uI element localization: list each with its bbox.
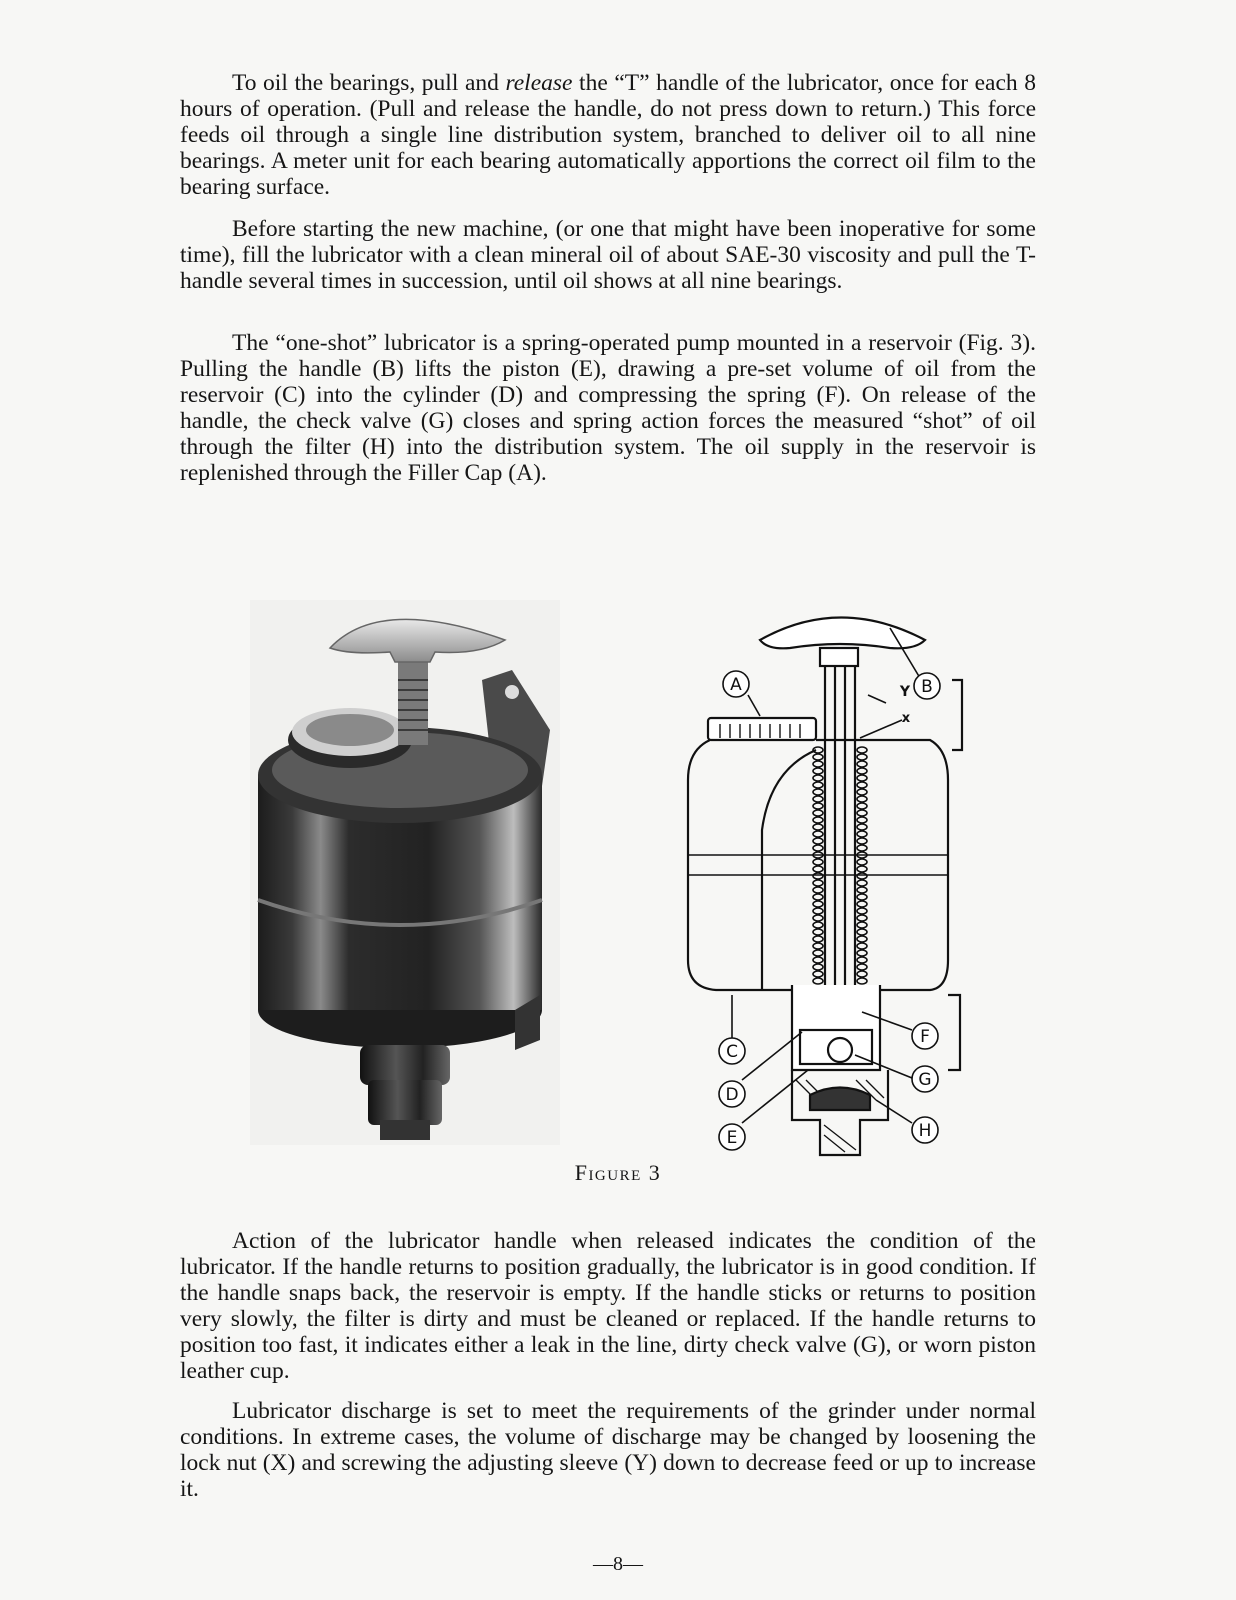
spring-coil [813, 810, 823, 816]
spring-coil [857, 838, 867, 844]
spring-coil [857, 782, 867, 788]
spring-coil [813, 936, 823, 942]
spring-coil [813, 964, 823, 970]
label-b: B [921, 677, 933, 697]
spring-coil [857, 922, 867, 928]
spring-coil [813, 950, 823, 956]
spring-coil [857, 866, 867, 872]
spring-coil [857, 971, 867, 977]
spring-coil [857, 859, 867, 865]
spring-coil [813, 775, 823, 781]
spring-coil [813, 845, 823, 851]
spring-coil [813, 894, 823, 900]
spring-coil [857, 775, 867, 781]
label-a: A [730, 675, 742, 695]
spring-coil [857, 950, 867, 956]
spring-coil [813, 782, 823, 788]
paragraph-handle-condition: Action of the lubricator handle when released indicates the condition of the lubricator. If the handle returns to position gradually, the lubricator is in good condition. If the handle snaps back, the reservoir is empty. If the handle sticks or returns to position very slowly, the filter is dirty and must be cleaned or replaced. If the handle returns to position too fast, it indicates either a leak in the line, dirty check valve (G), or worn piston leather cup. [180, 1228, 1036, 1384]
spring-coil [857, 908, 867, 914]
label-y: Y [899, 684, 911, 700]
spring-coil [813, 824, 823, 830]
spring-coil [857, 796, 867, 802]
spring-coil [857, 817, 867, 823]
spring-coil [857, 880, 867, 886]
spring-coil [857, 957, 867, 963]
page-number: —8— [593, 1553, 643, 1575]
spring-coil [813, 754, 823, 760]
spring-coil [813, 789, 823, 795]
spring-coil [813, 943, 823, 949]
spring-coil [813, 796, 823, 802]
paragraph-discharge-adjustment: Lubricator discharge is set to meet the requirements of the grinder under normal conditions. In extreme cases, the volume of discharge may be changed by loosening the lock nut (X) and screwing the adjusting sleeve (Y) down to decrease feed or up to increase it. [180, 1398, 1036, 1502]
figure-caption: Figure 3 [574, 1160, 662, 1185]
spring-coil [857, 831, 867, 837]
spring-coil [857, 936, 867, 942]
spring-coil [857, 747, 867, 753]
spring-coil [857, 915, 867, 921]
paragraph-oiling-instructions [180, 70, 1036, 200]
lubricator-photo [250, 600, 560, 1145]
spring-coil [857, 894, 867, 900]
lubricator-photo-illustration [250, 600, 560, 1145]
label-f: F [920, 1027, 930, 1047]
spring-coil [857, 803, 867, 809]
spring-coil [813, 803, 823, 809]
label-d: D [725, 1085, 739, 1105]
spring-coil [813, 915, 823, 921]
spring-coil [813, 768, 823, 774]
label-h: H [918, 1121, 932, 1141]
spring-coil [857, 761, 867, 767]
spring-coil [813, 831, 823, 837]
paragraph-text: the “T” handle of the lubricator, once for each 8 hours of operation. (Pull and release the handle, do not press down to return.) This force feeds oil through a single line distribution system, branched to deliver oil to all nine bearings. A meter unit for each bearing automatically apportions the correct oil film to the bearing surface. [180, 70, 1036, 200]
label-g: G [918, 1070, 932, 1090]
spring-coil [813, 873, 823, 879]
spring-coil [857, 978, 867, 984]
emphasis-release: release [505, 70, 573, 96]
spring-coil [857, 810, 867, 816]
label-x: x [901, 711, 911, 726]
spring-coil [857, 845, 867, 851]
spring-coil [813, 838, 823, 844]
spring-coil [813, 817, 823, 823]
spring-coil [857, 901, 867, 907]
spring-coil [813, 922, 823, 928]
spring-coil [813, 880, 823, 886]
spring-coil [813, 761, 823, 767]
spring-coil [857, 943, 867, 949]
spring-coil [857, 929, 867, 935]
spring-coil [857, 754, 867, 760]
label-c: C [726, 1042, 738, 1062]
spring-coil [857, 768, 867, 774]
spring-coil [813, 901, 823, 907]
spring-coil [857, 789, 867, 795]
spring-coil [857, 887, 867, 893]
spring-coil [813, 859, 823, 865]
spring-coil [813, 908, 823, 914]
spring-coil [813, 929, 823, 935]
spring-coil [813, 866, 823, 872]
lubricator-cutaway-diagram [680, 600, 980, 1160]
spring-coil [813, 957, 823, 963]
label-e: E [726, 1128, 738, 1148]
spring-coil [857, 824, 867, 830]
paragraph-lubricator-description: The “one-shot” lubricator is a spring-operated pump mounted in a reservoir (Fig. 3). Pulling the handle (B) lifts the piston (E), drawing a pre-set volume of oil from the reservoir (C) into the cylinder (D) and compressing the spring (F). On release of the handle, the check valve (G) closes and spring action forces the measured “shot” of oil through the filter (H) into the distribution system. The oil supply in the reservoir is replenished through the Filler Cap (A). [180, 330, 1036, 486]
paragraph-text: To oil the bearings, pull and [232, 70, 506, 96]
spring-coil [813, 887, 823, 893]
spring-coil [857, 873, 867, 879]
spring-coil [813, 971, 823, 977]
paragraph-new-machine: Before starting the new machine, (or one that might have been inoperative for some time), fill the lubricator with a clean mineral oil of about SAE-30 viscosity and pull the T-handle several times in succession, until oil shows at all nine bearings. [180, 216, 1036, 294]
cutaway-diagram-illustration [680, 600, 980, 1160]
spring-coil [857, 964, 867, 970]
spring-coil [813, 978, 823, 984]
